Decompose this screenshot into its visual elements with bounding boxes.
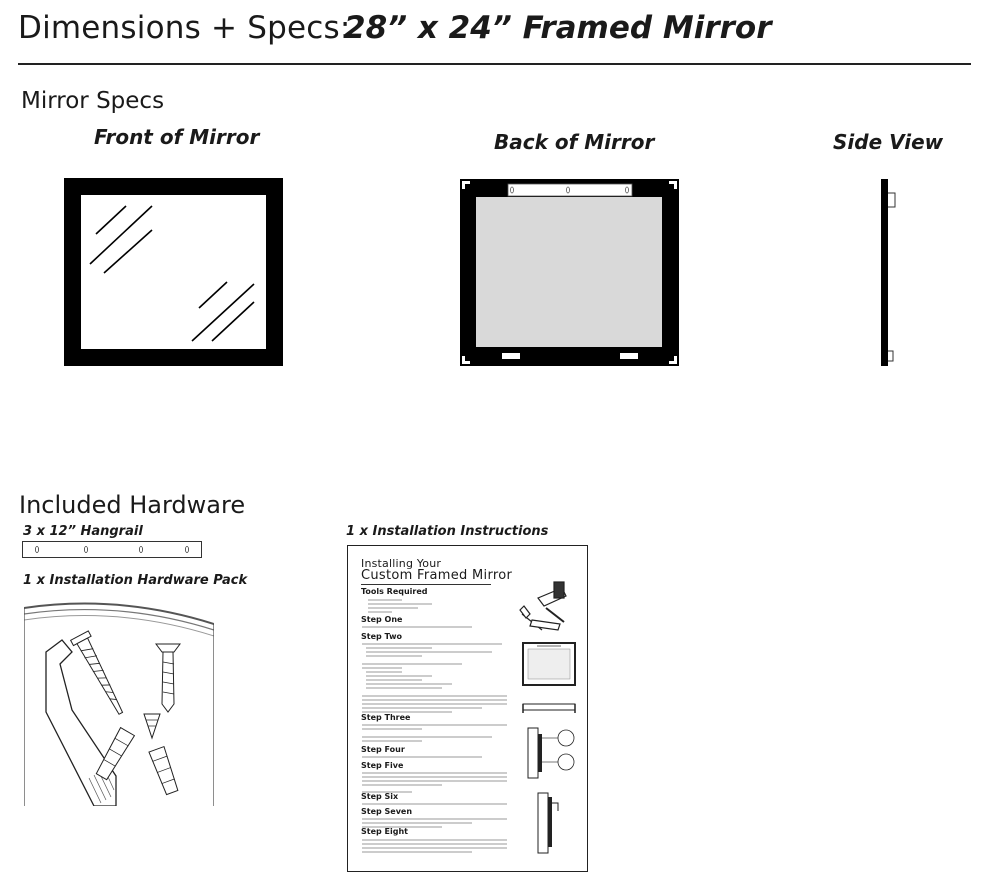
doc-step-two: Step Two [361, 632, 402, 641]
hangrail-label: 3 x 12” Hangrail [23, 524, 143, 539]
back-mirror-illustration [460, 179, 679, 366]
doc-text-block [362, 838, 512, 858]
doc-tools-required: Tools Required [361, 587, 428, 596]
doc-title-line1: Installing Your [361, 557, 442, 570]
front-view-label: Front of Mirror [94, 125, 260, 149]
front-mirror-illustration [64, 178, 283, 366]
instructions-label: 1 x Installation Instructions [346, 524, 549, 539]
header-divider [18, 63, 971, 65]
doc-text-block [362, 642, 512, 716]
mirror-specs-heading: Mirror Specs [21, 88, 165, 114]
doc-step-five: Step Five [361, 761, 404, 770]
back-view-label: Back of Mirror [494, 130, 655, 154]
doc-title-line2: Custom Framed Mirror [361, 568, 513, 583]
doc-title-rule [361, 584, 491, 585]
doc-step-eight: Step Eight [361, 827, 408, 836]
hardware-heading: Included Hardware [19, 491, 246, 519]
hardware-pack-label: 1 x Installation Hardware Pack [23, 573, 248, 588]
hangrail-illustration [22, 541, 202, 559]
bracket-diagram [521, 701, 577, 715]
doc-text-block [362, 625, 512, 631]
wall-mount-diagram-2 [532, 791, 572, 855]
product-title: 28” x 24” Framed Mirror [344, 10, 772, 46]
doc-step-one: Step One [361, 615, 403, 624]
page-title: Dimensions + Specs: [18, 10, 351, 46]
side-view-label: Side View [833, 130, 944, 154]
doc-text-block [362, 598, 452, 616]
doc-step-four: Step Four [361, 745, 405, 754]
hardware-pack-illustration [24, 600, 214, 806]
doc-step-three: Step Three [361, 713, 411, 722]
doc-step-seven: Step Seven [361, 807, 413, 816]
wall-mount-diagram [524, 724, 580, 780]
instructions-document [347, 545, 588, 872]
frame-back-diagram [521, 641, 577, 687]
side-mirror-illustration [876, 179, 902, 366]
doc-step-six: Step Six [361, 792, 399, 801]
tools-icon [518, 574, 573, 636]
